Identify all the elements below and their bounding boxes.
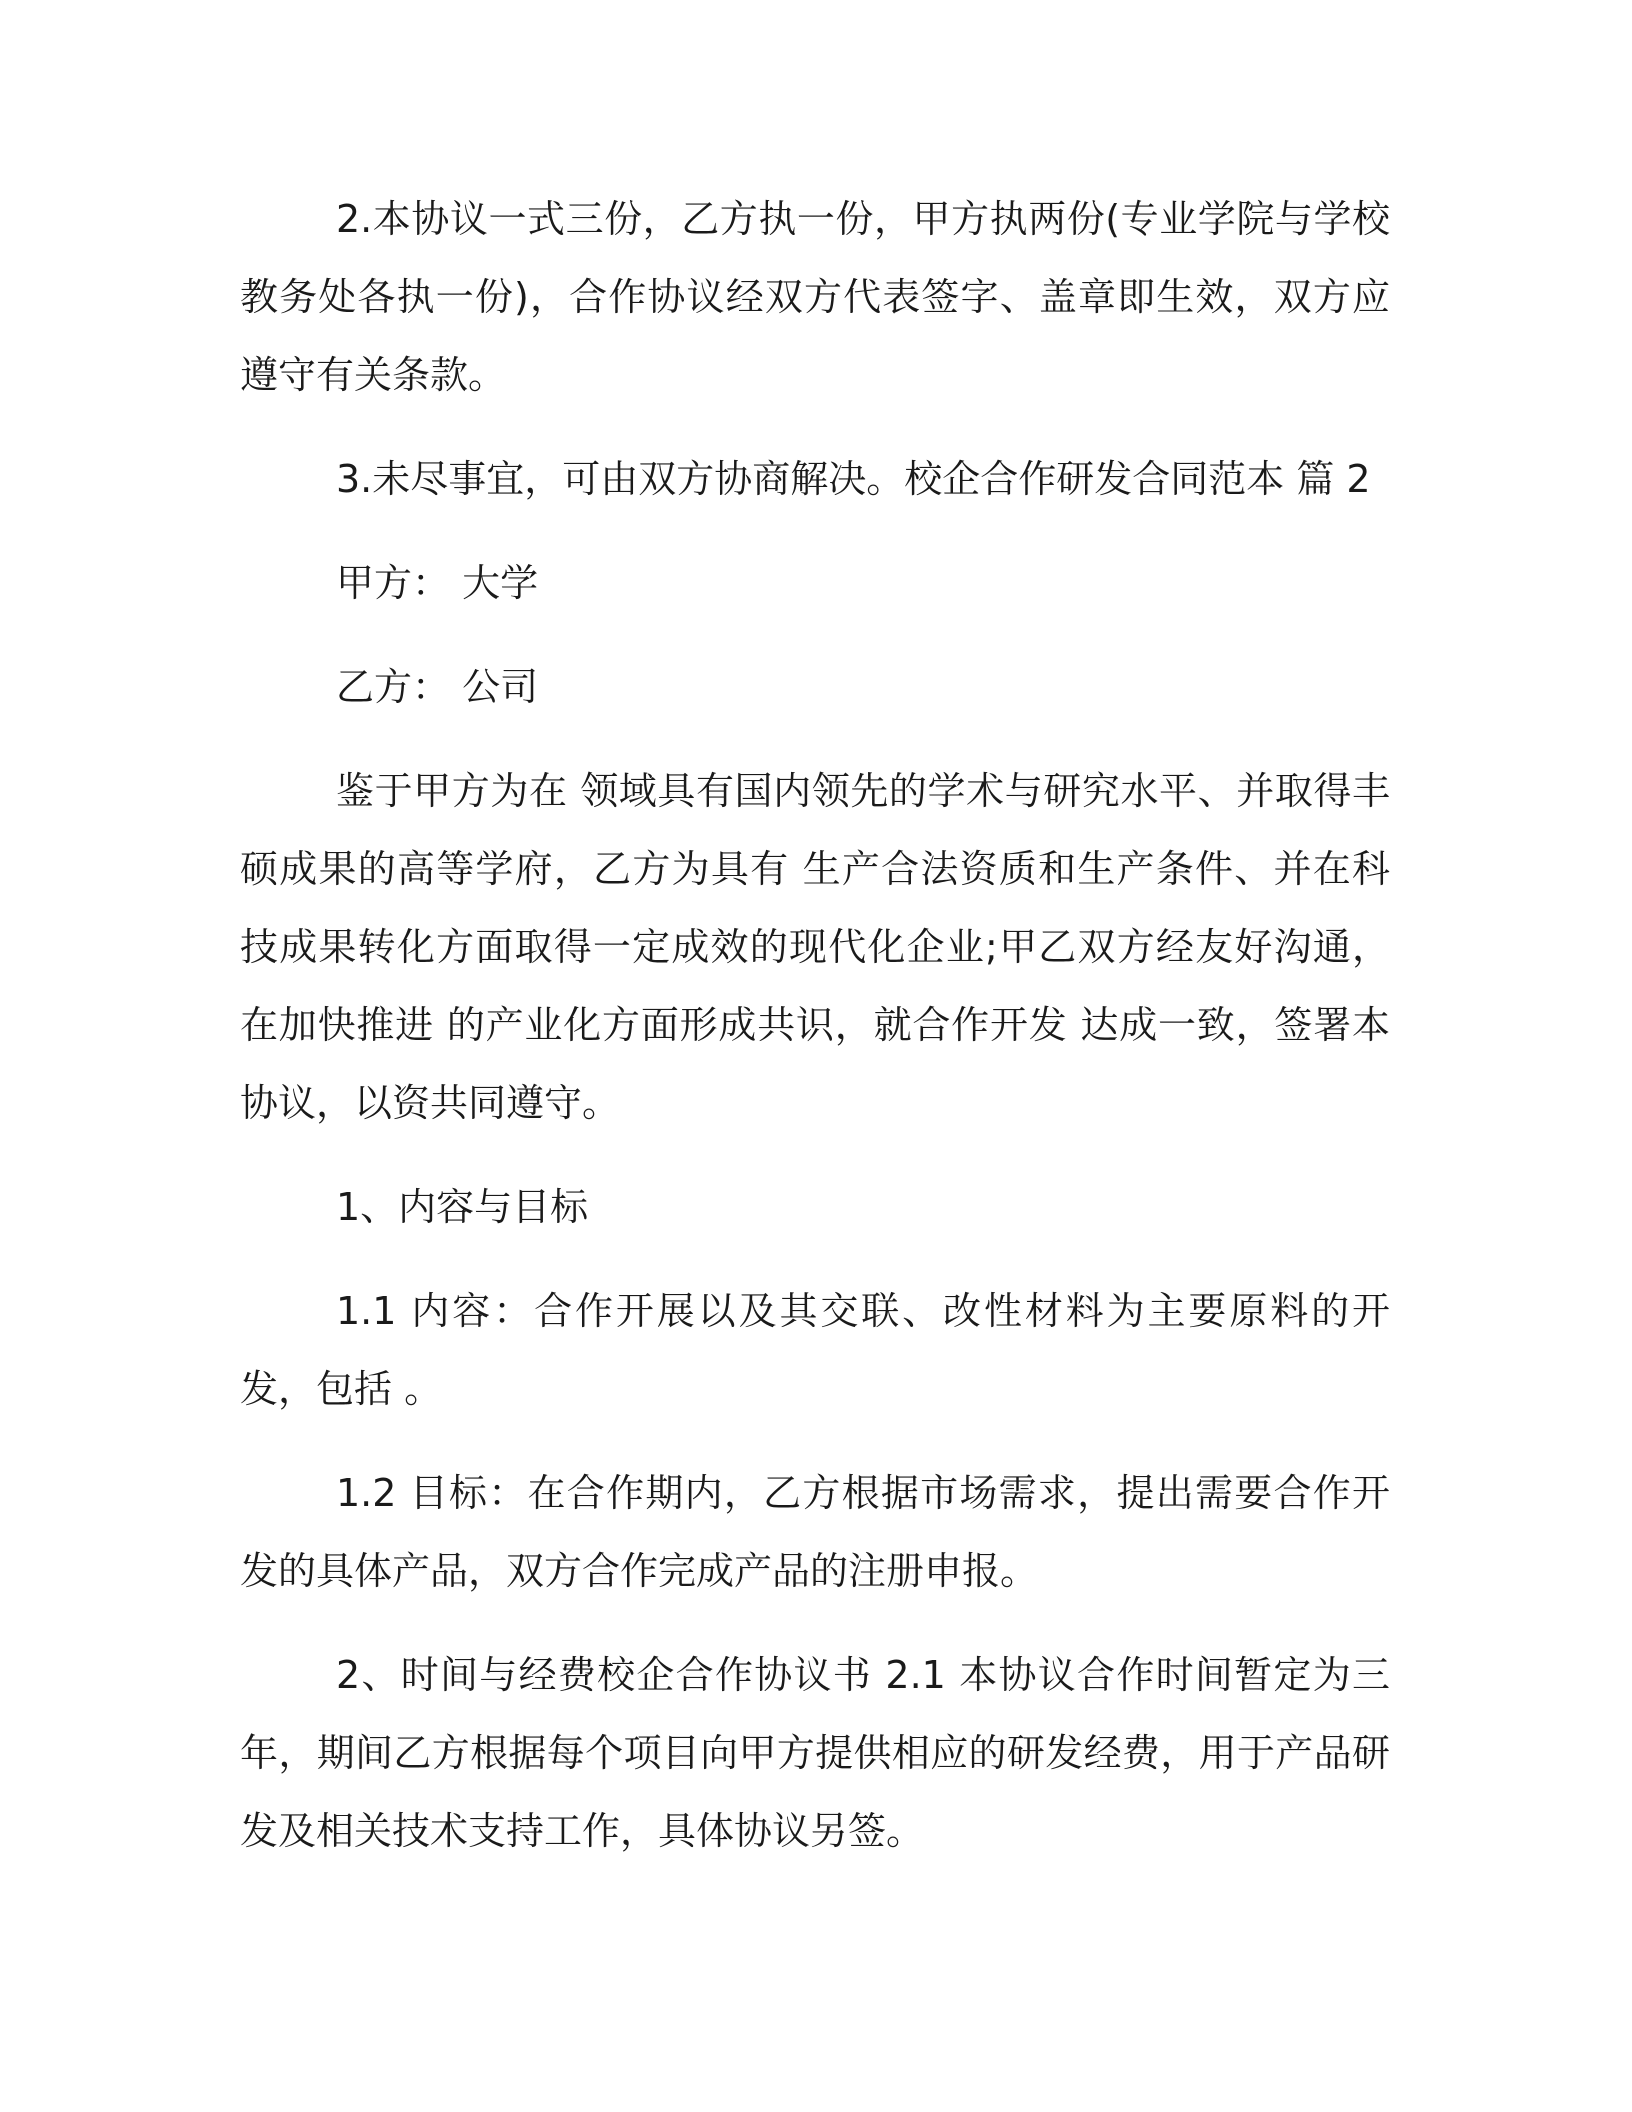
document-body — [240, 180, 1390, 1896]
section-heading-content-goals: 1、内容与目标 — [336, 1185, 589, 1229]
paragraph-goal: 1.2 目标：在合作期内，乙方根据市场需求，提出需要合作开发的具体产品，双方合作完成产品的注册申报。 — [240, 1471, 1390, 1593]
paragraph-time-funding: 2、时间与经费校企合作协议书 2.1 本协议合作时间暂定为三年，期间乙方根据每个项目向甲方提供相应的研发经费，用于产品研发及相关技术支持工作，具体协议另签。 — [240, 1653, 1390, 1853]
paragraph-content: 1.1 内容：合作开展以及其交联、改性材料为主要原料的开发，包括 。 — [240, 1289, 1390, 1411]
paragraph-party-b: 乙方： 公司 — [336, 665, 539, 709]
paragraph-unresolved-matters: 3.未尽事宜，可由双方协商解决。校企合作研发合同范本 篇 2 — [336, 457, 1371, 501]
paragraph-copies-clause: 2.本协议一式三份，乙方执一份，甲方执两份(专业学院与学校教务处各执一份)，合作协议经双方代表签字、盖章即生效，双方应遵守有关条款。 — [240, 197, 1390, 397]
paragraph-party-a: 甲方： 大学 — [336, 561, 539, 605]
paragraph-preamble: 鉴于甲方为在 领域具有国内领先的学术与研究水平、并取得丰硕成果的高等学府，乙方为具有 生产合法资质和生产条件、并在科技成果转化方面取得一定成效的现代化企业;甲乙双方经友好沟通，在加快推进 的产业化方面形成共识，就合作开发 达成一致，签署本协议，以资共同遵守。 — [240, 769, 1390, 1125]
